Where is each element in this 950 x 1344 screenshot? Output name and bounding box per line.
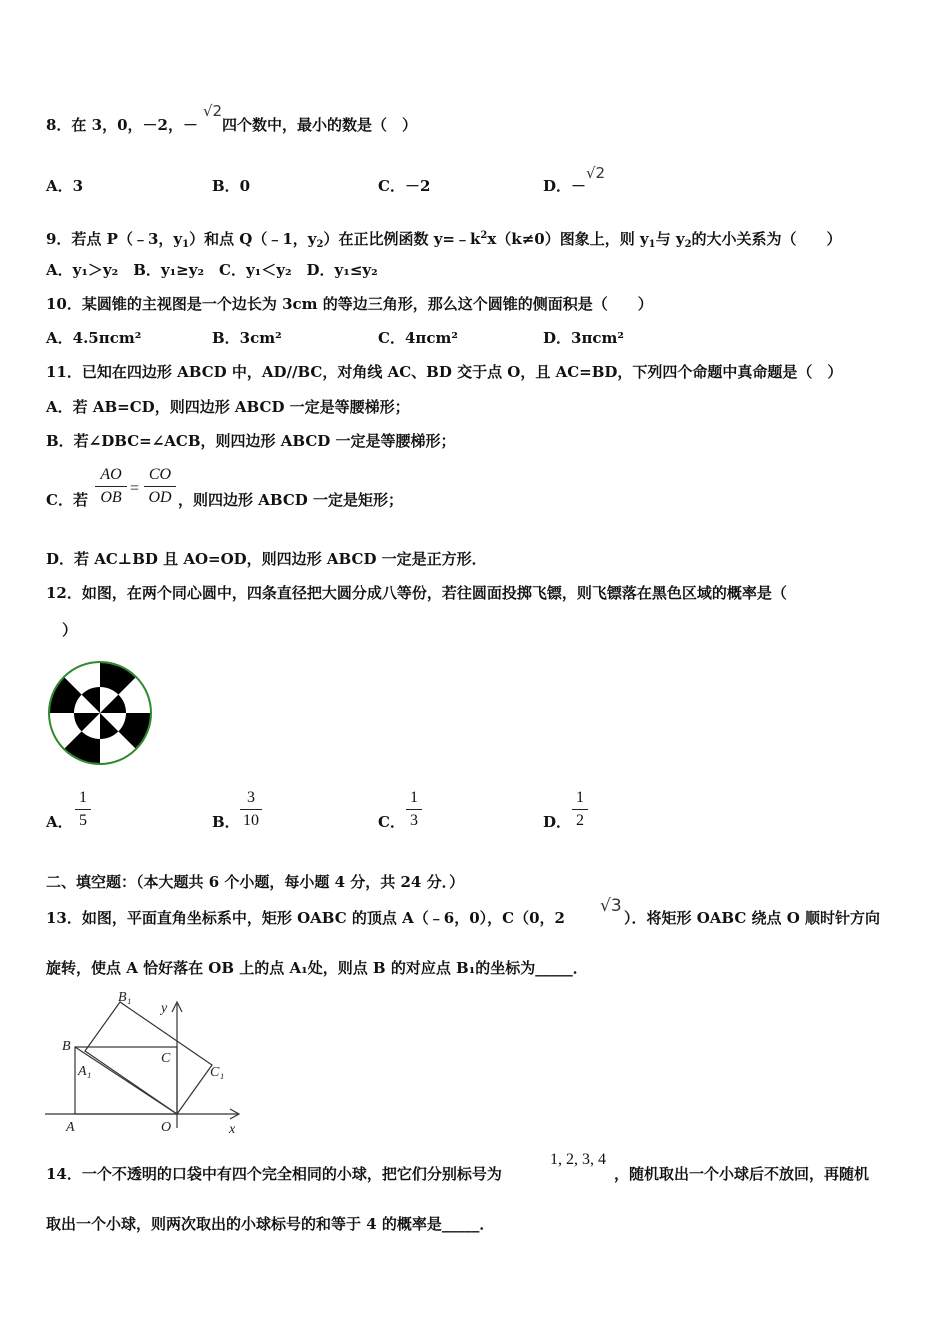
- q9-stem-f: 的大小关系为（ ）: [691, 230, 842, 248]
- q14-line2: 取出一个小球，则两次取出的小球标号的和等于 4 的概率是_____．: [46, 1215, 495, 1233]
- section2-title: 二、填空题：（本大题共 6 个小题，每小题 4 分，共 24 分．）: [46, 873, 465, 891]
- q12-b-den: 10: [243, 812, 259, 829]
- q8-stem: [46, 115, 198, 135]
- q11-option-a: A．若 AB=CD，则四边形 ABCD 一定是等腰梯形；: [46, 398, 410, 416]
- q11-frac2-den: OD: [148, 489, 172, 506]
- q12-option-d-label: D．: [543, 813, 572, 831]
- q12-a-den: 5: [79, 812, 87, 829]
- dartboard-figure: [46, 659, 154, 767]
- q8-sqrt2: √2: [203, 102, 223, 120]
- q11-option-c-pre: C．若: [46, 491, 88, 509]
- q12-d-den: 2: [576, 812, 584, 829]
- q12-c-den: 3: [410, 812, 418, 829]
- label-c1: C₁: [210, 1065, 225, 1080]
- q10-option-c: C．4πcm²: [378, 329, 458, 347]
- inner-circle: [74, 687, 126, 739]
- q12-stem: 12．如图，在两个同心圆中，四条直径把大圆分成八等份，若往圆面投掷飞镖，则飞镖落在黑色区域的概率是（: [46, 584, 787, 602]
- q8-stem-tail: 四个数中，最小的数是（ ）: [222, 116, 418, 134]
- label-b1: B₁: [118, 990, 132, 1005]
- q8-option-d-sqrt2: √2: [586, 164, 606, 182]
- q10-stem: 10．某圆锥的主视图是一个边长为 3cm 的等边三角形，那么这个圆锥的侧面积是（ ）: [46, 295, 653, 313]
- q13-stem-a: 13．如图，平面直角坐标系中，矩形 OABC 的顶点 A（﹣6，0），C（0，2: [46, 909, 565, 927]
- q8-option-b: B．0: [212, 177, 251, 195]
- label-b: B: [62, 1039, 71, 1054]
- coordinate-figure: [40, 990, 250, 1140]
- q8-option-c: C．－2: [378, 177, 431, 195]
- q10-option-b: B．3cm²: [212, 329, 282, 347]
- q13-stem-b: ）．将矩形 OABC 绕点 O 顺时针方向: [624, 909, 881, 927]
- q12-option-b-fraction: [240, 789, 262, 830]
- label-y: y: [161, 1001, 168, 1016]
- q12-c-num: 1: [410, 789, 418, 806]
- q14-stem-a: 14．一个不透明的口袋中有四个完全相同的小球，把它们分别标号为: [46, 1165, 502, 1183]
- q11-fraction-ao-ob: [95, 466, 127, 507]
- q13-sqrt3: √3: [600, 896, 622, 916]
- label-a: A: [66, 1120, 75, 1135]
- q14-numbers: 1, 2, 3, 4: [550, 1151, 606, 1168]
- q8-option-a: A．3: [46, 177, 84, 195]
- q9-options: A．y₁＞y₂ B．y₁≥y₂ C．y₁＜y₂ D．y₁≤y₂: [46, 261, 378, 279]
- q13-line2: 旋转，使点 A 恰好落在 OB 上的点 A₁处，则点 B 的对应点 B₁的坐标为_____．: [46, 959, 588, 977]
- q12-option-a-label: A．: [46, 813, 73, 831]
- q12-a-num: 1: [79, 789, 87, 806]
- q12-d-num: 1: [576, 789, 584, 806]
- q9-stem-b: ）和点 Q（﹣1，y: [189, 230, 317, 248]
- q11-fraction-co-od: [144, 466, 176, 507]
- q10-option-a: A．4.5πcm²: [46, 329, 142, 347]
- q11-frac1-num: AO: [100, 466, 122, 483]
- q11-stem: 11．已知在四边形 ABCD 中，AD//BC，对角线 AC、BD 交于点 O，且 AC=BD，下列四个命题中真命题是（ ）: [46, 363, 843, 381]
- label-a1: A₁: [78, 1064, 92, 1079]
- q11-frac1-den: OB: [100, 489, 122, 506]
- label-x: x: [229, 1122, 236, 1137]
- label-o: O: [161, 1120, 172, 1135]
- q11-option-d: D．若 AC⊥BD 且 AO=OD，则四边形 ABCD 一定是正方形．: [46, 550, 487, 568]
- q12-option-a-fraction: [75, 789, 91, 830]
- q11-frac2-num: CO: [148, 466, 172, 483]
- q12-option-c-label: C．: [378, 813, 405, 831]
- q9-stem-e: 与 y: [655, 230, 685, 248]
- q9-stem-c: ）在正比例函数 y=﹣k: [323, 230, 481, 248]
- q12-b-num: 3: [247, 789, 255, 806]
- q12-stem-end: ）: [62, 621, 78, 639]
- q12-option-c-fraction: [406, 789, 422, 830]
- q9-stem-a: 9．若点 P（﹣3，y: [46, 230, 183, 248]
- q9-stem: 9．若点 P（﹣3，$y_1$）和点 Q（﹣1，$y_2$）在正比例函数 $y=﹣k^2x(k\ne 0)$图象上，则 $y_1$与 $y_2$的大小关系为（ ）: [46, 230, 842, 250]
- q14-stem-b: ，随机取出一个小球后不放回，再随机: [614, 1165, 870, 1183]
- q12-option-d-fraction: [572, 789, 588, 830]
- q10-option-d: D．3πcm²: [543, 329, 624, 347]
- q11-option-b: B．若∠DBC=∠ACB，则四边形 ABCD 一定是等腰梯形；: [46, 432, 456, 450]
- q8-stem-text: 8．在 3，0，－2，－: [46, 116, 198, 134]
- q11-equals: =: [130, 480, 140, 497]
- q8-option-d: D．－: [543, 177, 587, 195]
- q12-option-b-label: B．: [212, 813, 240, 831]
- q9-stem-d: x（k≠0）图象上，则 y: [487, 230, 649, 248]
- label-c: C: [161, 1051, 171, 1066]
- q11-option-c-post: ，则四边形 ABCD 一定是矩形；: [178, 491, 403, 509]
